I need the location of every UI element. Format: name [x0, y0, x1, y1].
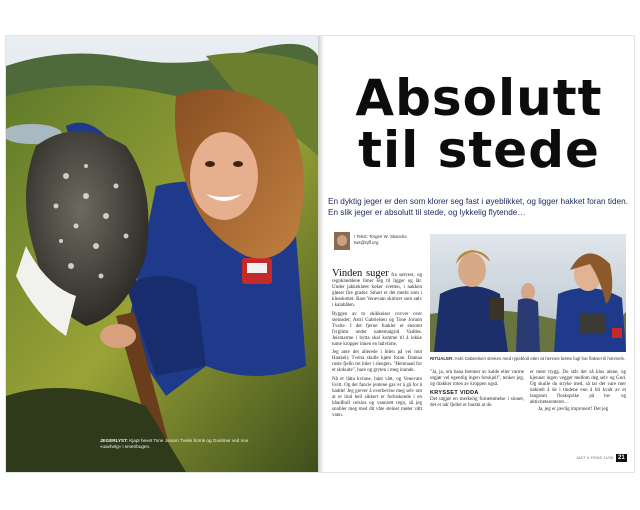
- photo-caption: [100, 438, 260, 449]
- lead-paragraph: [332, 268, 422, 310]
- article-intro: En dyktig jeger er den som klorer seg fast i øyeblikket, og ligger hakket foran tiden. En slik jeger er absolutt til stede, og lykkelig flytende…: [328, 197, 628, 217]
- inset-photo: [430, 234, 626, 352]
- paragraph: Ryggen av to skikkeiser covver over steinsdet; Astri Gabrielsen og Tone Jorunn Tveite. I det fjerne funkler et ensomt fyrglimt under nattemalgrid Vaddes. Jeismarme i bytta skal komme til å lokke tunte kropper innen en halvtime.: [332, 311, 422, 348]
- byline-text: [354, 234, 407, 246]
- text-column-1: [332, 268, 422, 421]
- lead-words: Vinden suger: [332, 268, 389, 279]
- text-column-3: [530, 370, 626, 413]
- byline-email: tws@njff.org: [354, 240, 379, 245]
- right-page: [324, 36, 634, 472]
- paragraph: Det utgjør en merkelig fornemmelse i sinnet, det er når fjellet er barskt at du: [430, 397, 524, 409]
- title-line-2: til stede: [358, 121, 600, 179]
- paragraph: Nå er lätta kvinne, bánt vått, og Venevatn livitt. Og det fancie jentene gav er á gå for å hadde! Jeg grever å overbevise meg selv om at et lind heil sikkert er forbiskende i en håndfrall celsius og vannrett regn, så jeg snubler meg med dit våte steiner møter vått vann.: [332, 376, 422, 419]
- page-number: 21: [617, 455, 625, 461]
- photo-caption-label: JEGERLYST:: [100, 438, 128, 443]
- inset-caption-label: RITUALER:: [430, 356, 454, 361]
- text-column-2: [430, 370, 524, 410]
- byline: [334, 232, 444, 260]
- byline-author: I Tekst: Torgeir W. Skancke: [354, 234, 407, 239]
- magazine-spread: [6, 36, 634, 472]
- folio-text: JAKT & FISKE 11/08: [576, 455, 613, 460]
- subheading: KRYSSET VIDDA: [430, 390, 479, 397]
- hunter-photo: [6, 36, 318, 472]
- paragraph: "Ja, ja, om bana brenner av kalde eller varme utgjør vel egentlig ingen forskjell", tenker jeg, og drakker roten av kroppen også.: [430, 370, 524, 388]
- article-title: [324, 69, 634, 179]
- inset-caption-text: Astri Gabrielsen strekes med rypebloð etter at hennes første fugl har flakset til himmels.: [454, 356, 625, 361]
- photo-caption-text: Kjapt hevet Tone Jorunn Tveite bornk og Gunhner ved noe «uavhelg» i smetrbugen.: [100, 438, 249, 449]
- paragraph: Ja, jeg er jævlig impronert! Det jeg: [538, 406, 609, 412]
- paragraph: Jeg ante det allerede i bilen på vei mot Haukeli; Tveita skulle kjøre foran. Damaa ruste fjelln tre biler i slengen. "Hemnaad for et slokuite", bare og gryten i meg inunde.: [332, 350, 422, 374]
- title-line-1: Absolutt: [355, 69, 603, 127]
- paragraph: er mest trygg. Du står der så klus alene, og kjenner ingen vegger mellom deg selv og Gud. Og skulle du stryke med, så tar det vare mer naknelt å de i tindene enn å bli kvalt av et langsom flosksprike på bo- og aktivitetssenteret…: [530, 370, 626, 406]
- author-photo: [334, 232, 350, 250]
- hunter-photo-illustration: [6, 36, 318, 472]
- page-folio: [576, 454, 627, 462]
- inset-caption: [430, 356, 626, 361]
- lead-rest: fra sørvest, og regnklæddene limer seg til ligger og lår. Under jakkeklæet koker svetten, i nakken gløser fire grader. Smart er det merkt som i klesskottet. Bare Venevatn skimrer som sølv i kalahåten.: [332, 273, 422, 309]
- inset-photo-illustration: [430, 234, 626, 352]
